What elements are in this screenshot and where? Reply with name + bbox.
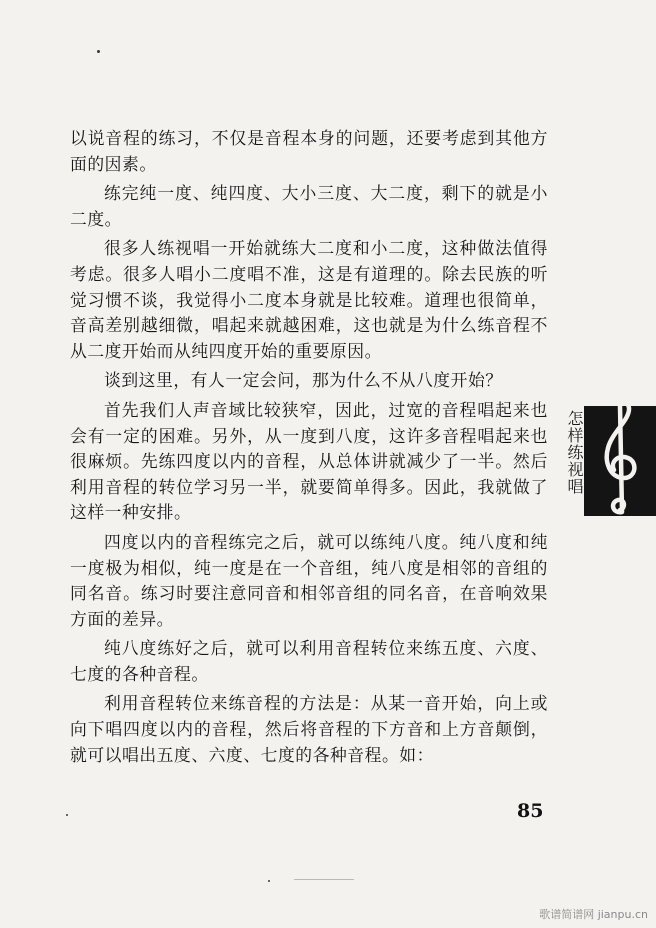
- watermark: 歌谱简谱网 jianpu.cn: [539, 908, 648, 921]
- body-text: [70, 126, 548, 772]
- page-number: 85: [517, 800, 544, 822]
- paragraph-2: 练完纯一度、纯四度、大小三度、大二度，剩下的就是小二度。: [70, 183, 548, 229]
- treble-clef-icon: [598, 400, 644, 520]
- paragraph-8: 利用音程转位来练音程的方法是：从某一音开始，向上或向下唱四度以内的音程，然后将音程的下方音和上方音颠倒，就可以唱出五度、六度、七度的各种音程。如：: [70, 693, 548, 765]
- chapter-side-label: 怎样练视唱: [565, 410, 584, 495]
- scan-speck: [97, 50, 100, 53]
- paragraph-4: 谈到这里，有人一定会问，那为什么不从八度开始？: [104, 370, 503, 391]
- paragraph-5: 首先我们人声音域比较狭窄，因此，过宽的音程唱起来也会有一定的困难。另外，从一度到八度，这许多音程唱起来也很麻烦。先练四度以内的音程，从总体讲就减少了一半。然后利用音程的转位学习另一半，就要简单得多。因此，我就做了这样一种安排。: [70, 399, 548, 523]
- paragraph-3: 很多人练视唱一开始就练大二度和小二度，这种做法值得考虑。很多人唱小二度唱不准，这是有道理的。除去民族的听觉习惯不谈，我觉得小二度本身就是比较难。道理也很简单，音高差别越细微，唱起来就越困难，这也就是为什么练音程不从二度开始而从纯四度开始的重要原因。: [70, 238, 548, 361]
- scan-speck: [66, 814, 68, 816]
- scan-speck: [268, 880, 270, 882]
- paragraph-7: 纯八度练好之后，就可以利用音程转位来练五度、六度、七度的各种音程。: [70, 638, 548, 684]
- paragraph-6: 四度以内的音程练完之后，就可以练纯八度。纯八度和纯一度极为相似，纯一度是在一个音组，纯八度是相邻的音组的同名音。练习时要注意同音和相邻音组的同名音，在音响效果方面的差异。: [70, 531, 548, 629]
- scan-speck: [294, 879, 354, 880]
- paragraph-1: 以说音程的练习，不仅是音程本身的问题，还要考虑到其他方面的因素。: [70, 128, 548, 174]
